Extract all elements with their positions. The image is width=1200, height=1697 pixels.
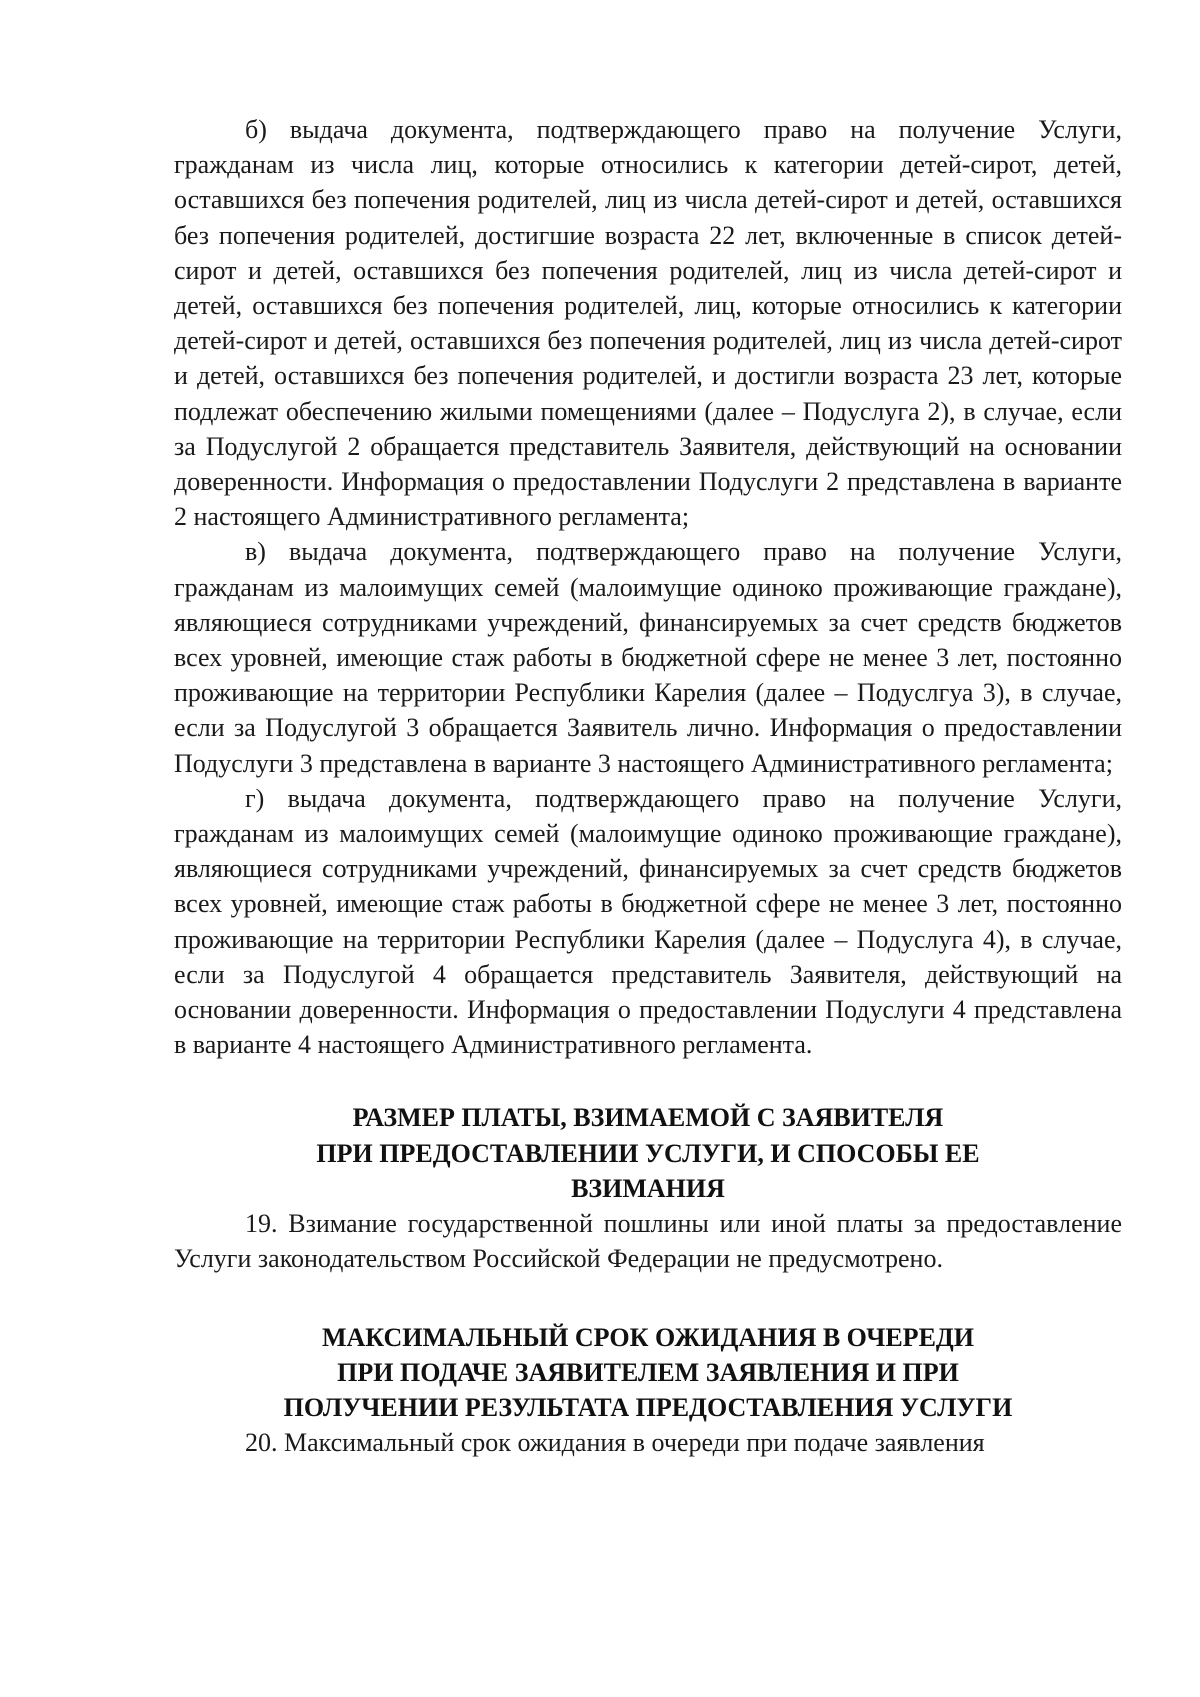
heading-line: ПРИ ПОДАЧЕ ЗАЯВИТЕЛЕМ ЗАЯВЛЕНИЯ И ПРИ	[337, 1357, 959, 1387]
heading-line: МАКСИМАЛЬНЫЙ СРОК ОЖИДАНИЯ В ОЧЕРЕДИ	[321, 1322, 975, 1352]
heading-line: ВЗИМАНИЯ	[571, 1173, 725, 1203]
paragraph-20: 20. Максимальный срок ожидания в очереди при подаче заявления	[245, 1428, 985, 1458]
section-heading-queue	[174, 1320, 1122, 1426]
paragraph-item-b: б) выдача документа, подтверждающего право на получение Услуги, гражданам из числа лиц, которые относились к категории детей-сирот, детей, оставшихся без попечения родителей, лиц из числа детей-сирот и детей, оставшихся без попечения родителей, достигшие возраста 22 лет, включенные в список детей-сирот и детей, оставшихся без попечения родителей, лиц из числа детей-сирот и детей, оставшихся без попечения родителей, лиц, которые относились к категории детей-сирот и детей, оставшихся без попечения родителей, лиц из числа детей-сирот и детей, оставшихся без попечения родителей, и достигли возраста 23 лет, которые подлежат обеспечению жилыми помещениями (далее – Подуслуга 2), в случае, если за Подуслугой 2 обращается представитель Заявителя, действующий на основании доверенности. Информация о предоставлении Подуслуги 2 представлена в варианте 2 настоящего Административного регламента;	[174, 115, 1122, 532]
heading-line: ПОЛУЧЕНИИ РЕЗУЛЬТАТА ПРЕДОСТАВЛЕНИЯ УСЛУГИ	[283, 1392, 1013, 1422]
paragraph-item-v: в) выдача документа, подтверждающего право на получение Услуги, гражданам из малоимущих семей (малоимущие одиноко проживающие граждане), являющиеся сотрудниками учреждений, финансируемых за счет средств бюджетов всех уровней, имеющие стаж работы в бюджетной сфере не менее 3 лет, постоянно проживающие на территории Республики Карелия (далее – Подуслгуа 3), в случае, если за Подуслугой 3 обращается Заявитель лично. Информация о предоставлении Подуслуги 3 представлена в варианте 3 настоящего Административного регламента;	[174, 537, 1122, 778]
section-heading-fee	[174, 1100, 1122, 1206]
heading-line: ПРИ ПРЕДОСТАВЛЕНИИ УСЛУГИ, И СПОСОБЫ ЕЕ	[316, 1138, 980, 1168]
document-page	[174, 112, 1122, 1460]
paragraph-item-g: г) выдача документа, подтверждающего право на получение Услуги, гражданам из малоимущих семей (малоимущие одиноко проживающие граждане), являющиеся сотрудниками учреждений, финансируемых за счет средств бюджетов всех уровней, имеющие стаж работы в бюджетной сфере не менее 3 лет, постоянно проживающие на территории Республики Карелия (далее – Подуслуга 4), в случае, если за Подуслугой 4 обращается представитель Заявителя, действующий на основании доверенности. Информация о предоставлении Подуслуги 4 представлена в варианте 4 настоящего Административного регламента.	[174, 783, 1122, 1060]
paragraph-19: 19. Взимание государственной пошлины или иной платы за предоставление Услуги законодательством Российской Федерации не предусмотрено.	[174, 1209, 1122, 1274]
heading-line: РАЗМЕР ПЛАТЫ, ВЗИМАЕМОЙ С ЗАЯВИТЕЛЯ	[352, 1103, 944, 1133]
